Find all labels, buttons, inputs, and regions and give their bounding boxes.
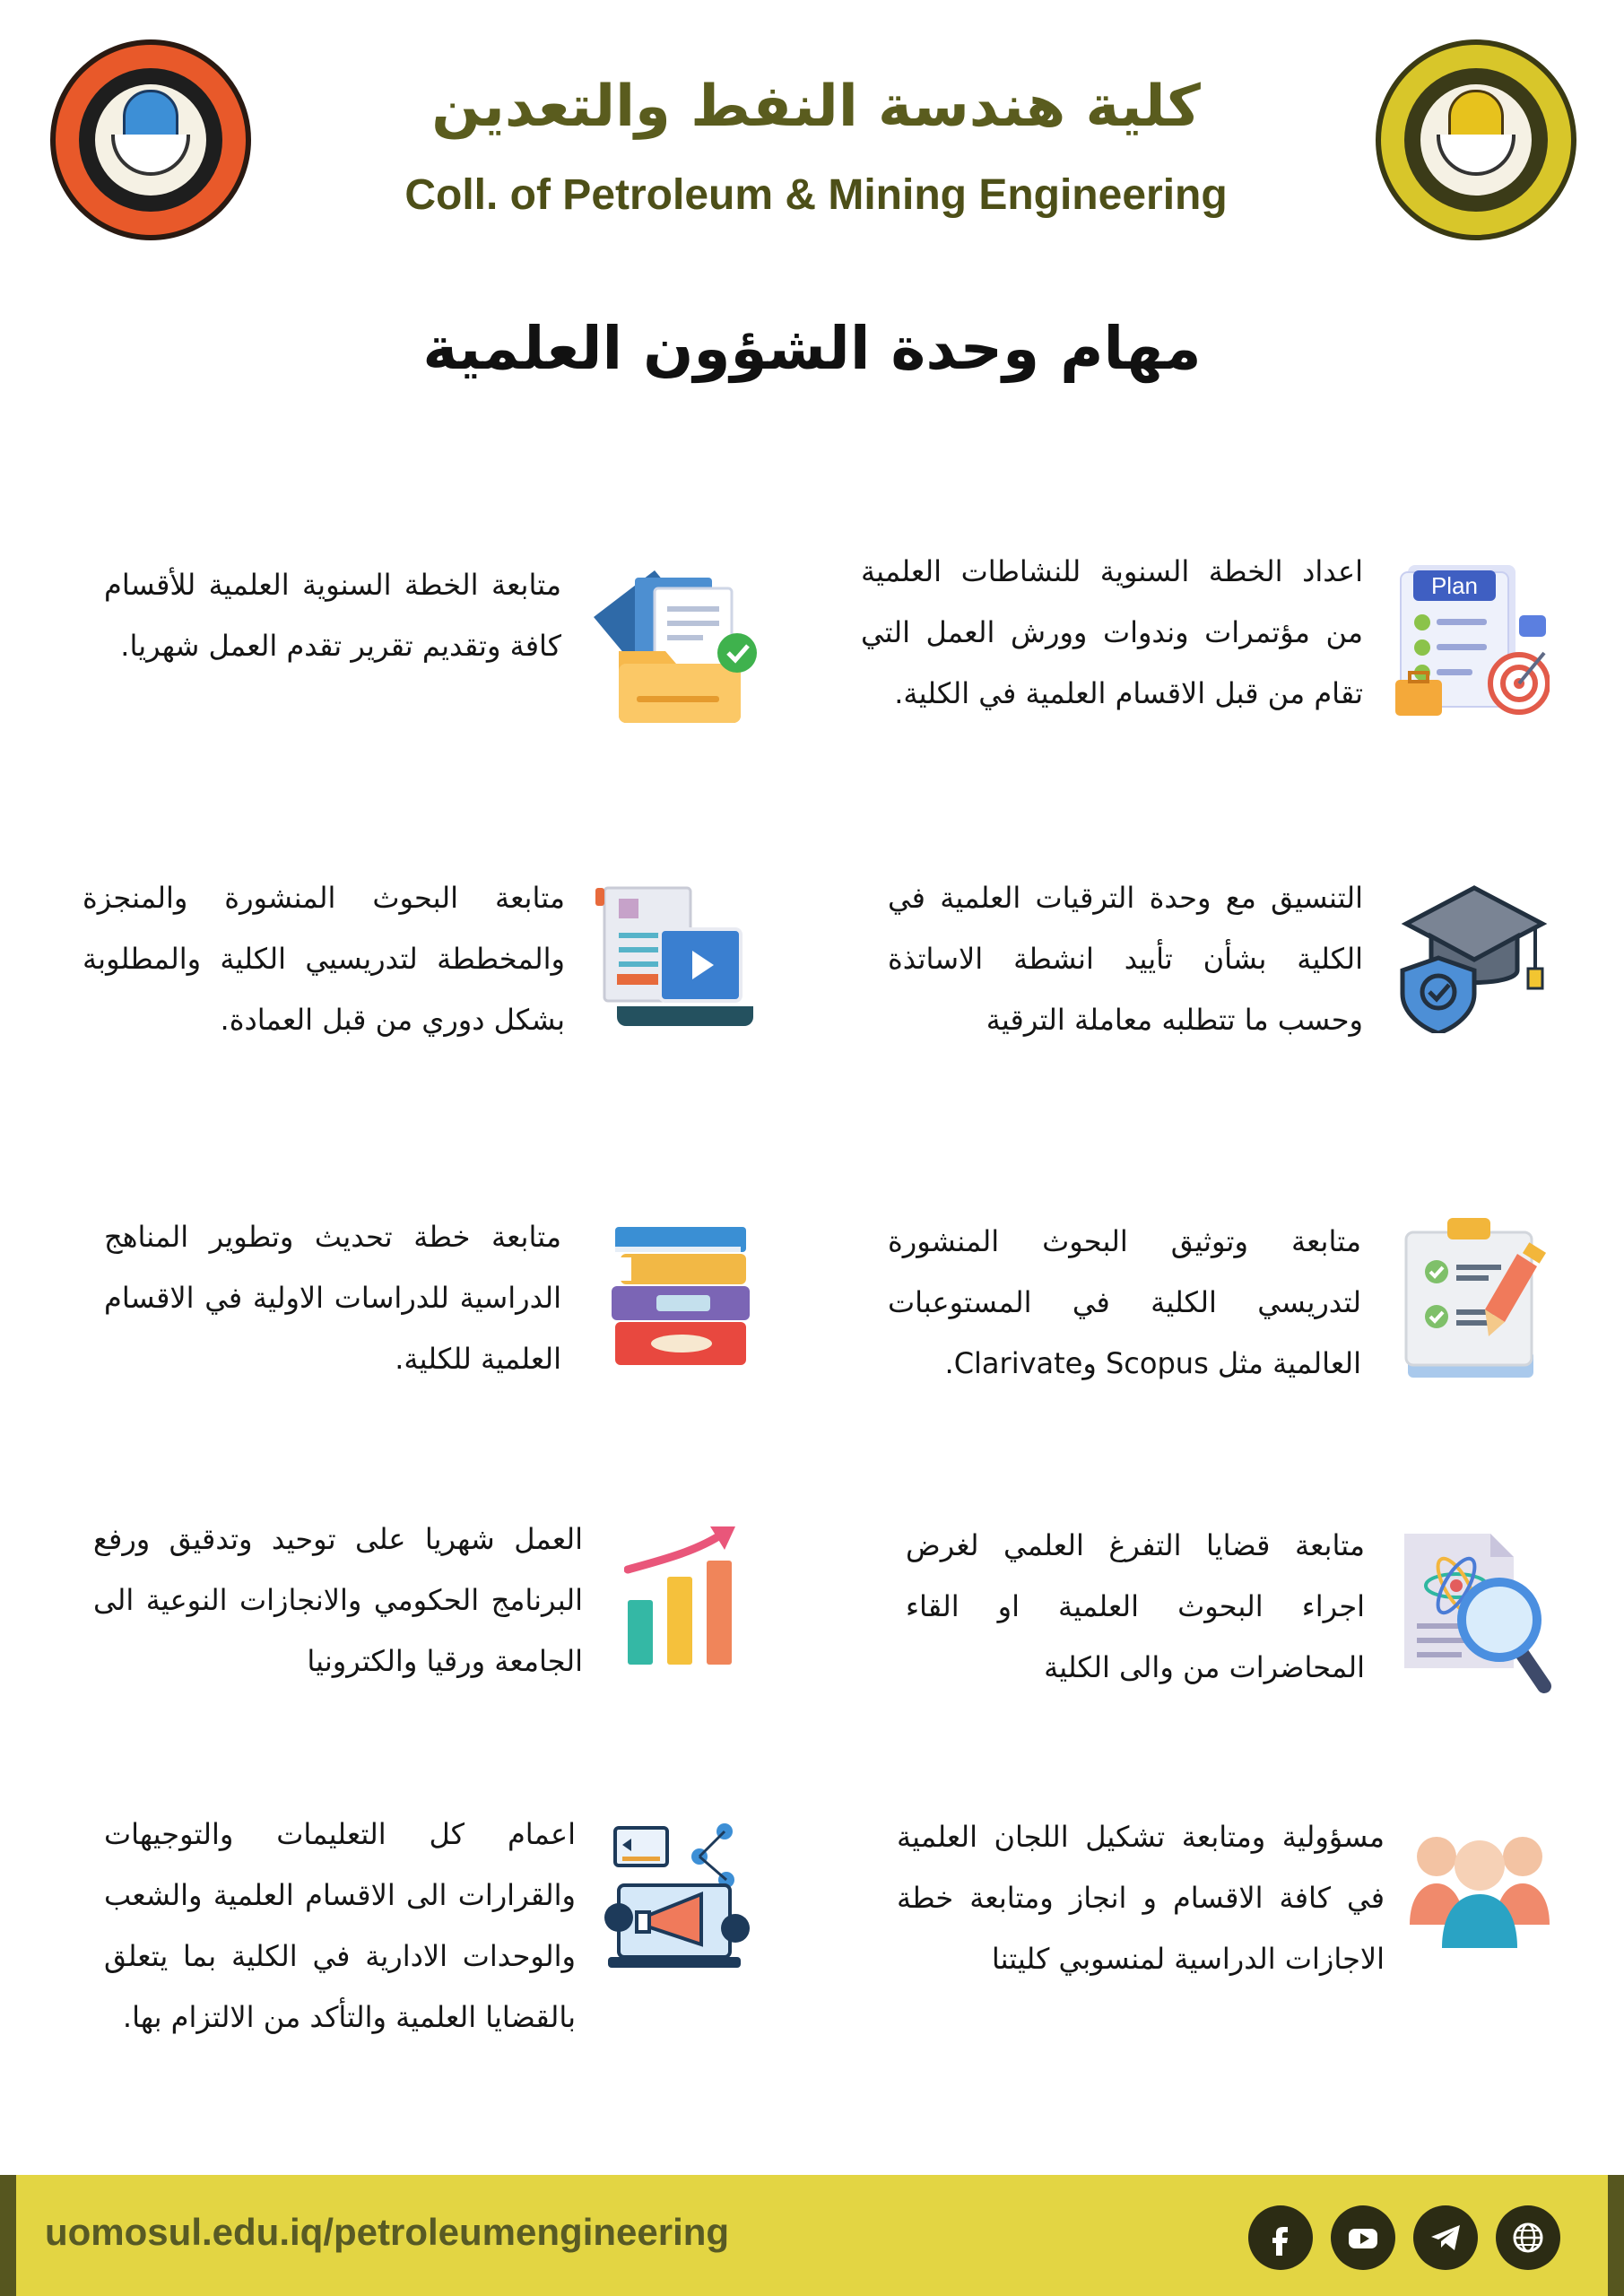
college-seal-logo (1376, 39, 1576, 240)
task-research-documentation: متابعة وتوثيق البحوث المنشورة لتدريسي الكلية في المستوعبات العالمية مثل Scopus وClarivate. (888, 1224, 1361, 1380)
books-stack-icon (612, 1227, 751, 1367)
youtube-icon[interactable] (1331, 2205, 1395, 2270)
atom-magnifier-icon (1401, 1530, 1553, 1695)
college-name-english: Coll. of Petroleum & Mining Engineering (404, 171, 1228, 219)
task-annual-plan-followup: متابعة الخطة السنوية العلمية للأقسام كافة وتقديم تقرير تقدم العمل شهريا. (104, 568, 561, 663)
folder-documents-icon (585, 565, 759, 726)
graduation-cap-shield-icon (1399, 884, 1550, 1033)
task-committees-formation: مسؤولية ومتابعة تشكيل اللجان العلمية في كافة الاقسام و انجاز ومتابعة خطة الاجازات الدراسية لمنسوبي كليتنا (897, 1820, 1385, 1976)
task-promotions-coordination: التنسيق مع وحدة الترقيات العلمية في الكلية بشأن تأييد انشطة الاساتذة وحسب ما تتطلبه معاملة الترقية (888, 881, 1363, 1037)
website-link[interactable]: uomosul.edu.iq/petroleumengineering (45, 2211, 730, 2253)
megaphone-laptop-icon (601, 1821, 753, 1975)
task-curriculum-update: متابعة خطة تحديث وتطوير المناهج الدراسية للدراسات الاولية في الاقسام العلمية للكلية. (104, 1220, 561, 1376)
globe-icon[interactable] (1496, 2205, 1560, 2270)
task-annual-plan-preparation: اعداد الخطة السنوية للنشاطات العلمية من مؤتمرات وندوات وورش العمل التي تقام من قبل الاقسام العلمية في الكلية. (861, 554, 1363, 710)
clipboard-checklist-icon (1403, 1216, 1555, 1381)
plan-icon (1395, 558, 1550, 719)
task-government-program: العمل شهريا على توحيد وتدقيق ورفع البرنامج الحكومي والانجازات النوعية الى الجامعة ورقيا والكترونيا (93, 1522, 583, 1678)
people-group-icon (1410, 1826, 1550, 1948)
college-name-arabic: كلية هندسة النفط والتعدين (431, 74, 1201, 140)
telegram-icon[interactable] (1413, 2205, 1478, 2270)
task-instructions-circulation: اعمام كل التعليمات والتوجيهات والقرارات الى الاقسام العلمية والشعب والوحدات الادارية في الكلية بما يتعلق بالقضايا العلمية والتأكد من الالتزام بها. (104, 1817, 576, 2034)
task-sabbatical-followup: متابعة قضايا التفرغ العلمي لغرض اجراء البحوث العلمية او القاء المحاضرات من والى الكلية (906, 1528, 1365, 1684)
task-research-followup: متابعة البحوث المنشورة والمنجزة والمخططة لتدريسيي الكلية والمطلوبة بشكل دوري من قبل العمادة. (83, 881, 565, 1037)
facebook-icon[interactable] (1248, 2205, 1313, 2270)
page-title: مهام وحدة الشؤون العلمية (422, 314, 1202, 383)
plan-icon-label: Plan (1430, 572, 1479, 599)
university-seal-logo (50, 39, 251, 240)
footer-bar (0, 2175, 1624, 2296)
laptop-video-document-icon (595, 884, 757, 1031)
bar-chart-growth-icon (624, 1525, 737, 1666)
